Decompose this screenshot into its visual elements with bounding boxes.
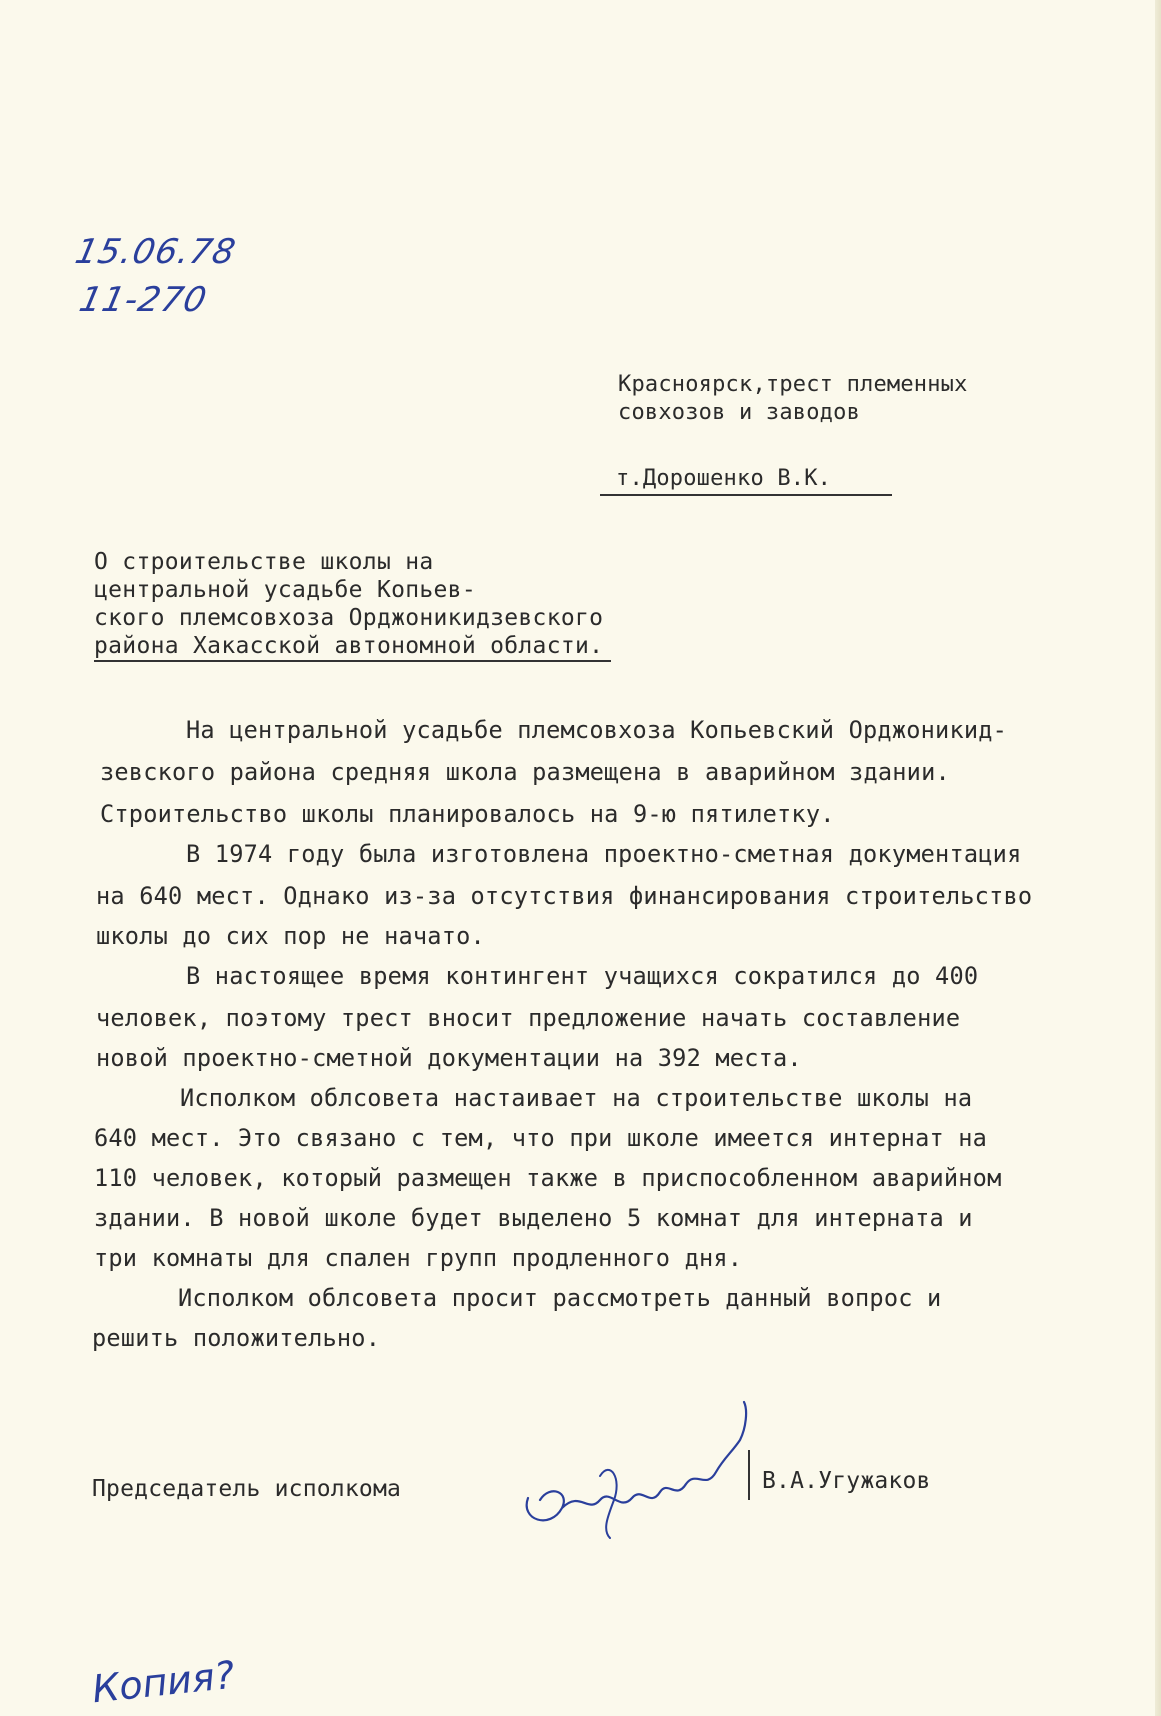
addressee-organization-line-2: совхозов и заводов [618,400,861,425]
body-line: Исполком облсовета настаивает на строительстве школы на [180,1084,973,1112]
addressee-person: т.Дорошенко В.К. [616,466,832,491]
body-line: 640 мест. Это связано с тем, что при школе имеется интернат на [94,1124,988,1152]
body-line: человек, поэтому трест вносит предложение начать составление [96,1004,961,1032]
body-line: В 1974 году была изготовлена проектно-сметная документация [186,840,1022,868]
body-line: 110 человек, который размещен также в приспособленном аварийном [94,1164,1002,1192]
subject-line: района Хакасской автономной области. [94,632,611,662]
signatory-position: Председатель исполкома [92,1476,402,1502]
addressee-underline [600,494,892,496]
addressee-organization-line-1: Красноярск,трест племенных [618,372,968,397]
signature-bracket [748,1450,750,1500]
body-line: школы до сих пор не начато. [96,922,485,950]
subject-line: ского племсовхоза Орджоникидзевского [94,605,604,631]
body-line: Строительство школы планировалось на 9-ю пятилетку. [100,800,835,828]
body-line: Исполком облсовета просит рассмотреть данный вопрос и [178,1284,942,1312]
handwritten-signature [510,1380,770,1550]
handwritten-note: Копия? [90,1652,237,1712]
subject-block [94,548,611,662]
signatory-name: В.А.Угужаков [762,1468,931,1494]
registration-number: 11-270 [75,280,211,320]
body-line: зевского района средняя школа размещена в аварийном здании. [100,758,950,786]
subject-line: О строительстве школы на [94,549,434,575]
body-line: новой проектно-сметной документации на 392 места. [96,1044,802,1072]
page-edge [1155,0,1161,1716]
body-line: решить положительно. [92,1324,381,1352]
registration-date: 15.06.78 [71,232,240,272]
body-line: на 640 мест. Однако из-за отсутствия финансирования строительство [96,882,1033,910]
body-line: На центральной усадьбе племсовхоза Копьевский Орджоникид- [186,716,1008,744]
body-line: три комнаты для спален групп продленного дня. [94,1244,743,1272]
body-line: здании. В новой школе будет выделено 5 комнат для интерната и [94,1204,973,1232]
subject-line: центральной усадьбе Копьев- [94,577,476,603]
body-line: В настоящее время контингент учащихся сократился до 400 [186,962,979,990]
